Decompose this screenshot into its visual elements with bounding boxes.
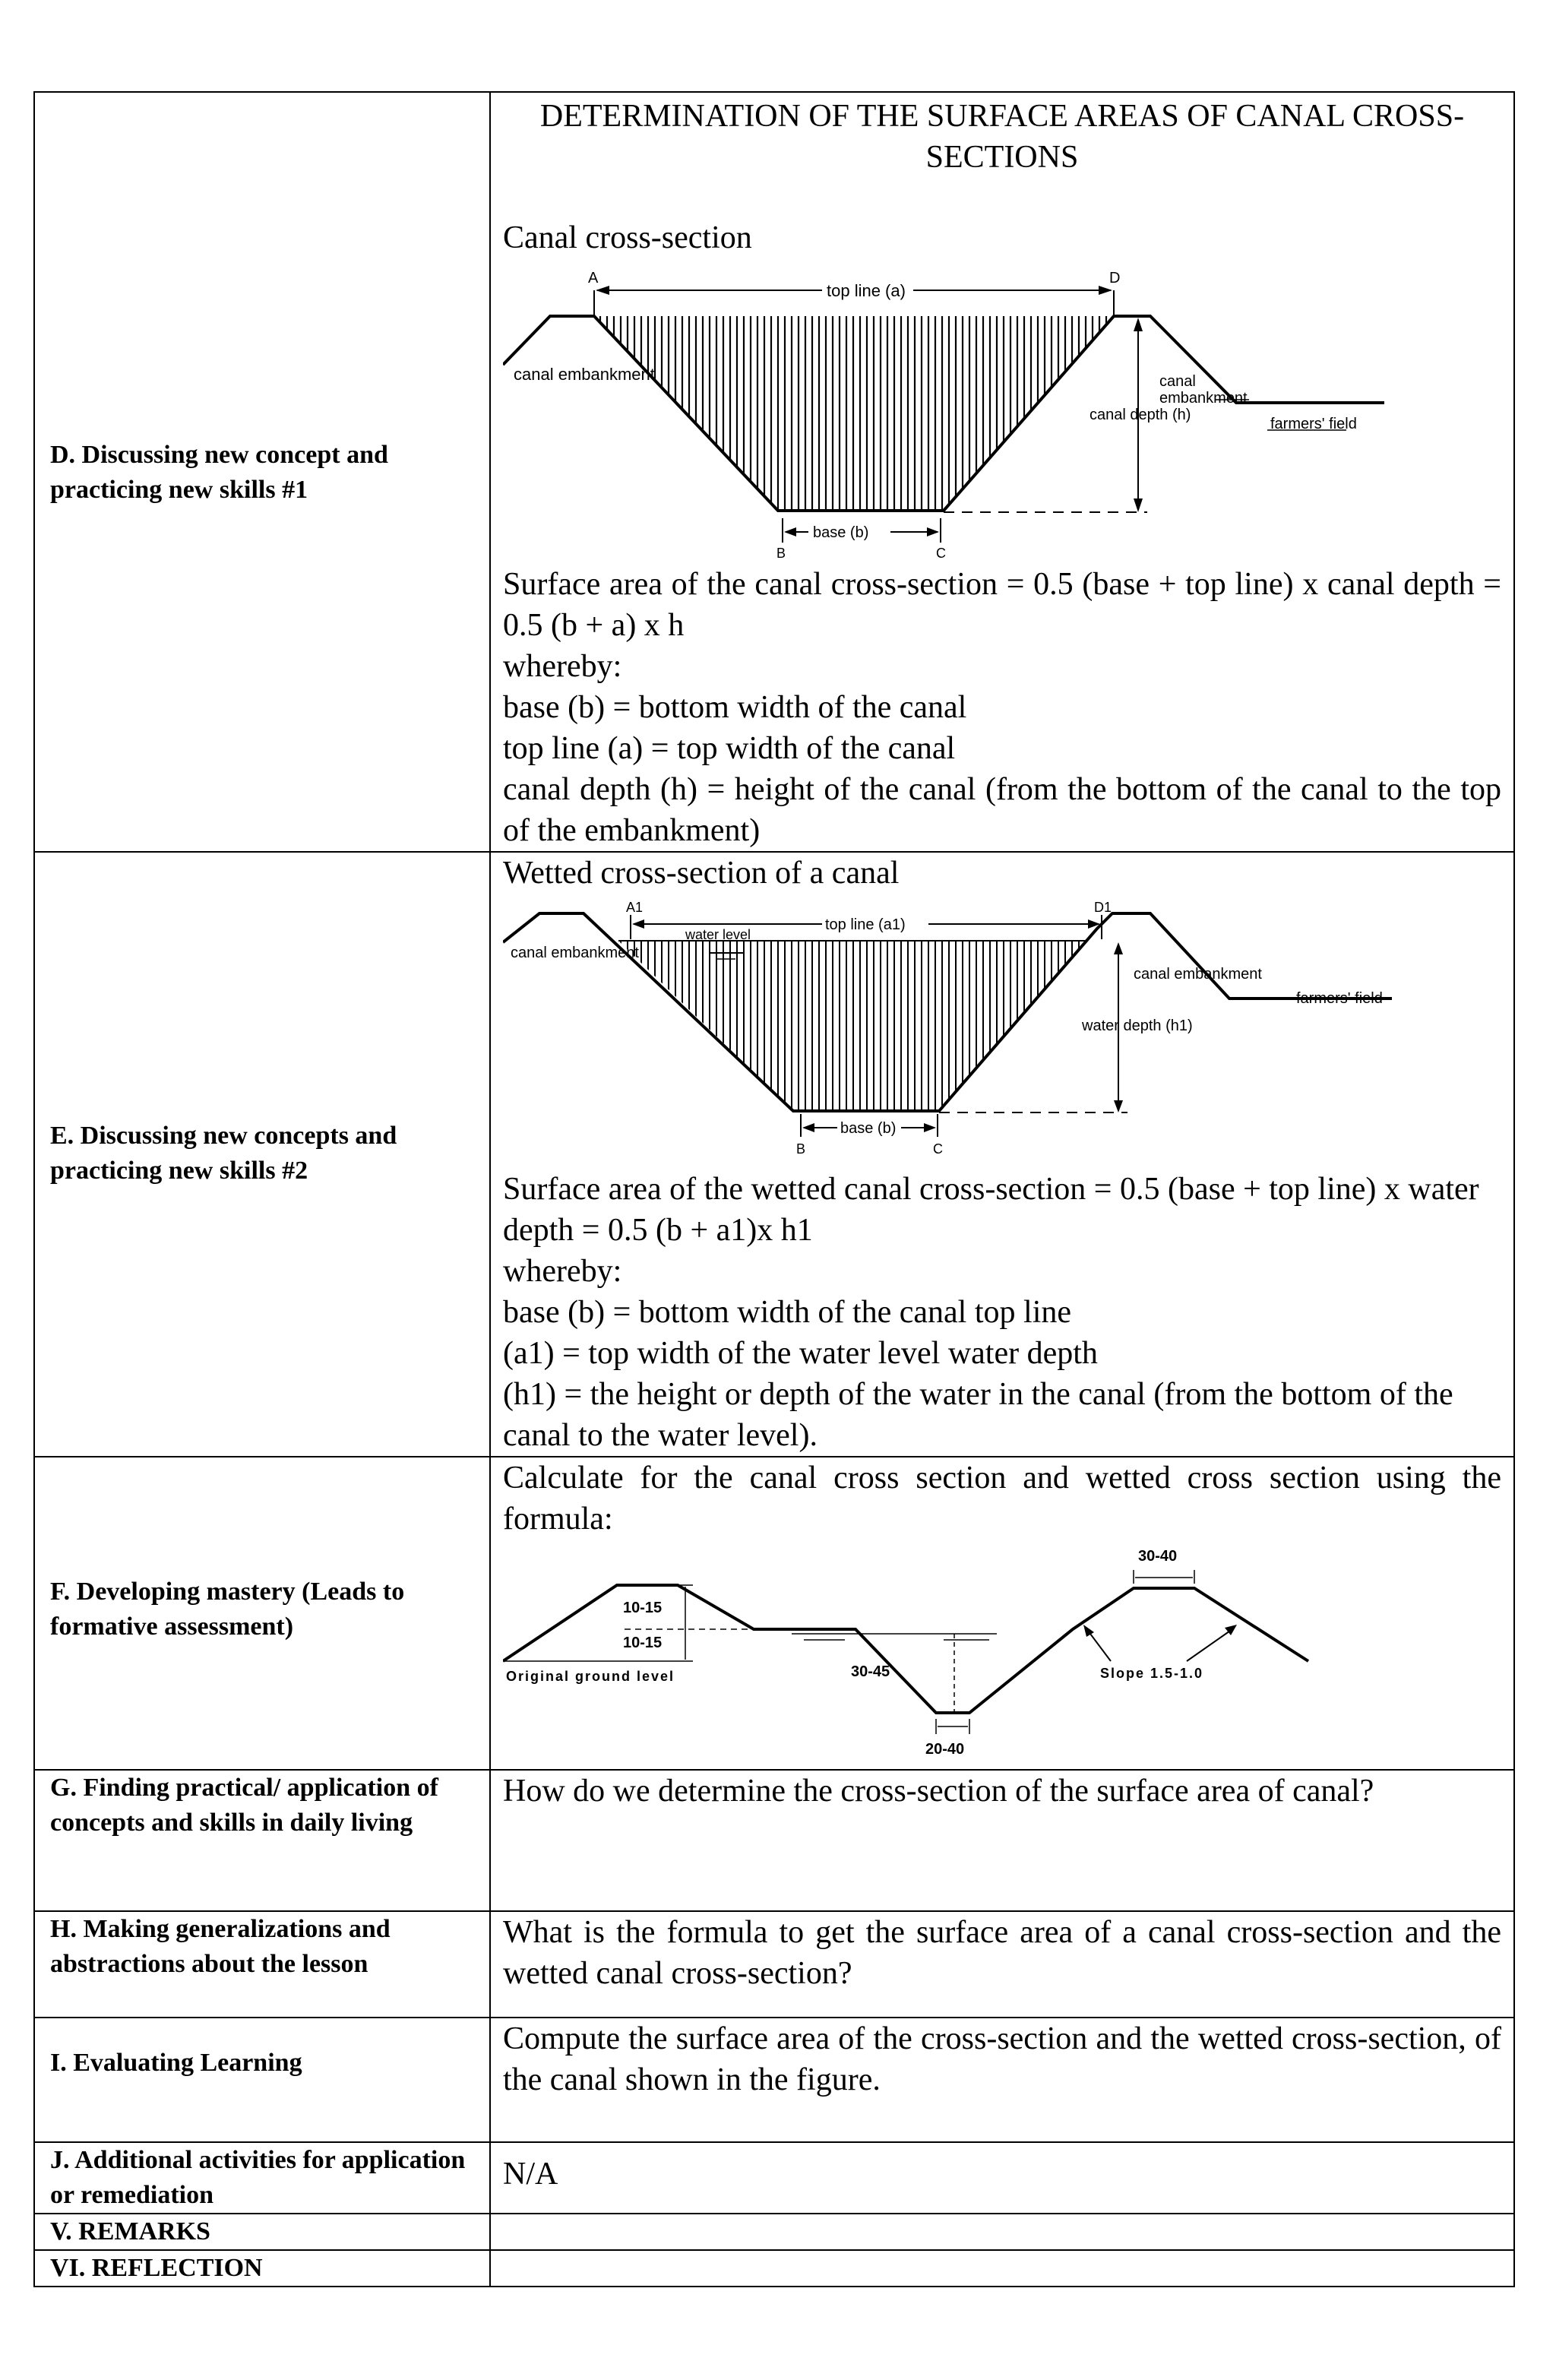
row-g-label: G. Finding practical/ application of concepts and skills in daily living bbox=[50, 1774, 438, 1837]
slope-label: Slope 1.5-1.0 bbox=[1100, 1666, 1204, 1681]
point-c-label: C bbox=[936, 546, 946, 561]
wetted-right-embankment-label: canal embankment bbox=[1134, 966, 1262, 983]
row-h-label: H. Making generalizations and abstractions about the lesson bbox=[50, 1915, 391, 1978]
canal-area-formula: Surface area of the canal cross-section = 0.5 (base + top line) x canal depth = 0.5 (b + a) x h bbox=[503, 567, 1501, 643]
row-i-text: Compute the surface area of the cross-section and the wetted cross-section, of the canal shown in the figure. bbox=[503, 2021, 1501, 2097]
point-d1-label: D1 bbox=[1094, 900, 1112, 915]
wetted-base-label: base (b) bbox=[840, 1120, 897, 1137]
base-label: base (b) bbox=[813, 524, 869, 541]
right-embankment-label-1: canal bbox=[1159, 373, 1196, 390]
row-h-content bbox=[490, 1911, 1514, 2018]
row-j bbox=[34, 2142, 1514, 2214]
row-e-content bbox=[490, 852, 1514, 1457]
row-g-text: How do we determine the cross-section of the surface area of canal? bbox=[503, 1774, 1374, 1809]
wetted-farmers-field-label: farmers' field bbox=[1296, 990, 1383, 1007]
row-i-label-cell bbox=[34, 2018, 490, 2142]
canal-cross-section-heading: Canal cross-section bbox=[503, 220, 752, 255]
row-v-label: V. REMARKS bbox=[50, 2217, 210, 2245]
wetted-area-formula: Surface area of the wetted canal cross-section = 0.5 (base + top line) x water depth = 0.5 (b + a1)x h1 bbox=[503, 1172, 1479, 1248]
row-v bbox=[34, 2214, 1514, 2250]
height-upper-label: 10-15 bbox=[623, 1600, 663, 1616]
canal-cross-section-diagram bbox=[503, 258, 1556, 564]
row-j-content bbox=[490, 2142, 1514, 2214]
row-h-label-cell bbox=[34, 1911, 490, 2018]
top-width-label: 30-40 bbox=[1138, 1548, 1178, 1565]
left-embankment-label: canal embankment bbox=[514, 365, 655, 384]
row-j-text: N/A bbox=[503, 2157, 558, 2192]
row-e bbox=[34, 852, 1514, 1457]
row-vi-content bbox=[490, 2250, 1514, 2287]
row-e-label: E. Discussing new concepts and practicing new skills #2 bbox=[50, 1122, 397, 1185]
row-d-label-cell bbox=[34, 92, 490, 852]
wetted-point-c-label: C bbox=[933, 1141, 943, 1157]
right-embankment-label-2: embankment bbox=[1159, 390, 1248, 407]
canal-depth-label: canal depth (h) bbox=[1090, 407, 1191, 423]
whereby-text-e: whereby: bbox=[503, 1254, 622, 1289]
row-h bbox=[34, 1911, 1514, 2018]
wetted-section-heading: Wetted cross-section of a canal bbox=[503, 856, 900, 891]
row-i bbox=[34, 2018, 1514, 2142]
row-f bbox=[34, 1457, 1514, 1770]
definition-depth-e: (h1) = the height or depth of the water in the canal (from the bottom of the canal to the water level). bbox=[503, 1377, 1453, 1453]
row-i-label: I. Evaluating Learning bbox=[50, 2049, 302, 2077]
row-v-label-cell bbox=[34, 2214, 490, 2250]
row-g-content bbox=[490, 1770, 1514, 1911]
row-f-content bbox=[490, 1457, 1514, 1770]
row-v-content bbox=[490, 2214, 1514, 2250]
row-vi bbox=[34, 2250, 1514, 2287]
depth-range-label: 30-45 bbox=[851, 1663, 890, 1680]
water-level-label: water level bbox=[685, 927, 751, 942]
farmers-field-label: farmers' field bbox=[1270, 416, 1357, 432]
row-f-label: F. Developing mastery (Leads to formative assessment) bbox=[50, 1578, 405, 1641]
row-f-text: Calculate for the canal cross section and wetted cross section using the formula: bbox=[503, 1461, 1501, 1537]
row-g bbox=[34, 1770, 1514, 1911]
row-i-content bbox=[490, 2018, 1514, 2142]
height-lower-label: 10-15 bbox=[623, 1635, 663, 1651]
row-j-label-cell bbox=[34, 2142, 490, 2214]
top-line-label: top line (a) bbox=[827, 281, 906, 300]
row-e-label-cell bbox=[34, 852, 490, 1457]
point-d-label: D bbox=[1109, 270, 1121, 286]
row-j-label: J. Additional activities for application or remediation bbox=[50, 2146, 466, 2209]
point-a1-label: A1 bbox=[626, 900, 644, 915]
ground-level-label: Original ground level bbox=[506, 1669, 675, 1684]
canal-dimensions-diagram bbox=[503, 1540, 1556, 1768]
base-range-label: 20-40 bbox=[925, 1741, 965, 1758]
row-d-content bbox=[490, 92, 1514, 852]
lesson-plan-table bbox=[33, 91, 1515, 2287]
wetted-hatched-area bbox=[618, 941, 1086, 1111]
canal-hatched-area bbox=[594, 316, 1114, 511]
section-title: DETERMINATION OF THE SURFACE AREAS OF CANAL CROSS-SECTIONS bbox=[539, 99, 1465, 175]
row-d bbox=[34, 92, 1514, 852]
definition-top-line-e: (a1) = top width of the water level water depth bbox=[503, 1336, 1098, 1371]
row-d-label: D. Discussing new concept and practicing new skills #1 bbox=[50, 441, 388, 504]
wetted-left-embankment-label: canal embankment bbox=[511, 945, 639, 961]
row-f-label-cell bbox=[34, 1457, 490, 1770]
definition-base-d: base (b) = bottom width of the canal bbox=[503, 690, 967, 725]
row-vi-label-cell bbox=[34, 2250, 490, 2287]
row-vi-label: VI. REFLECTION bbox=[50, 2254, 263, 2282]
wetted-top-line-label: top line (a1) bbox=[825, 916, 906, 933]
water-depth-label: water depth (h1) bbox=[1082, 1018, 1193, 1034]
row-g-label-cell bbox=[34, 1770, 490, 1911]
point-a-label: A bbox=[588, 270, 599, 286]
wetted-point-b-label: B bbox=[796, 1141, 806, 1157]
definition-top-line-d: top line (a) = top width of the canal bbox=[503, 731, 956, 766]
whereby-text-d: whereby: bbox=[503, 649, 622, 684]
point-b-label: B bbox=[776, 546, 786, 561]
wetted-cross-section-diagram bbox=[503, 894, 1556, 1169]
row-h-text: What is the formula to get the surface area of a canal cross-section and the wetted canal cross-section? bbox=[503, 1915, 1501, 1991]
definition-base-e: base (b) = bottom width of the canal top line bbox=[503, 1295, 1072, 1330]
definition-depth-d: canal depth (h) = height of the canal (from the bottom of the canal to the top of the embankment) bbox=[503, 772, 1501, 848]
